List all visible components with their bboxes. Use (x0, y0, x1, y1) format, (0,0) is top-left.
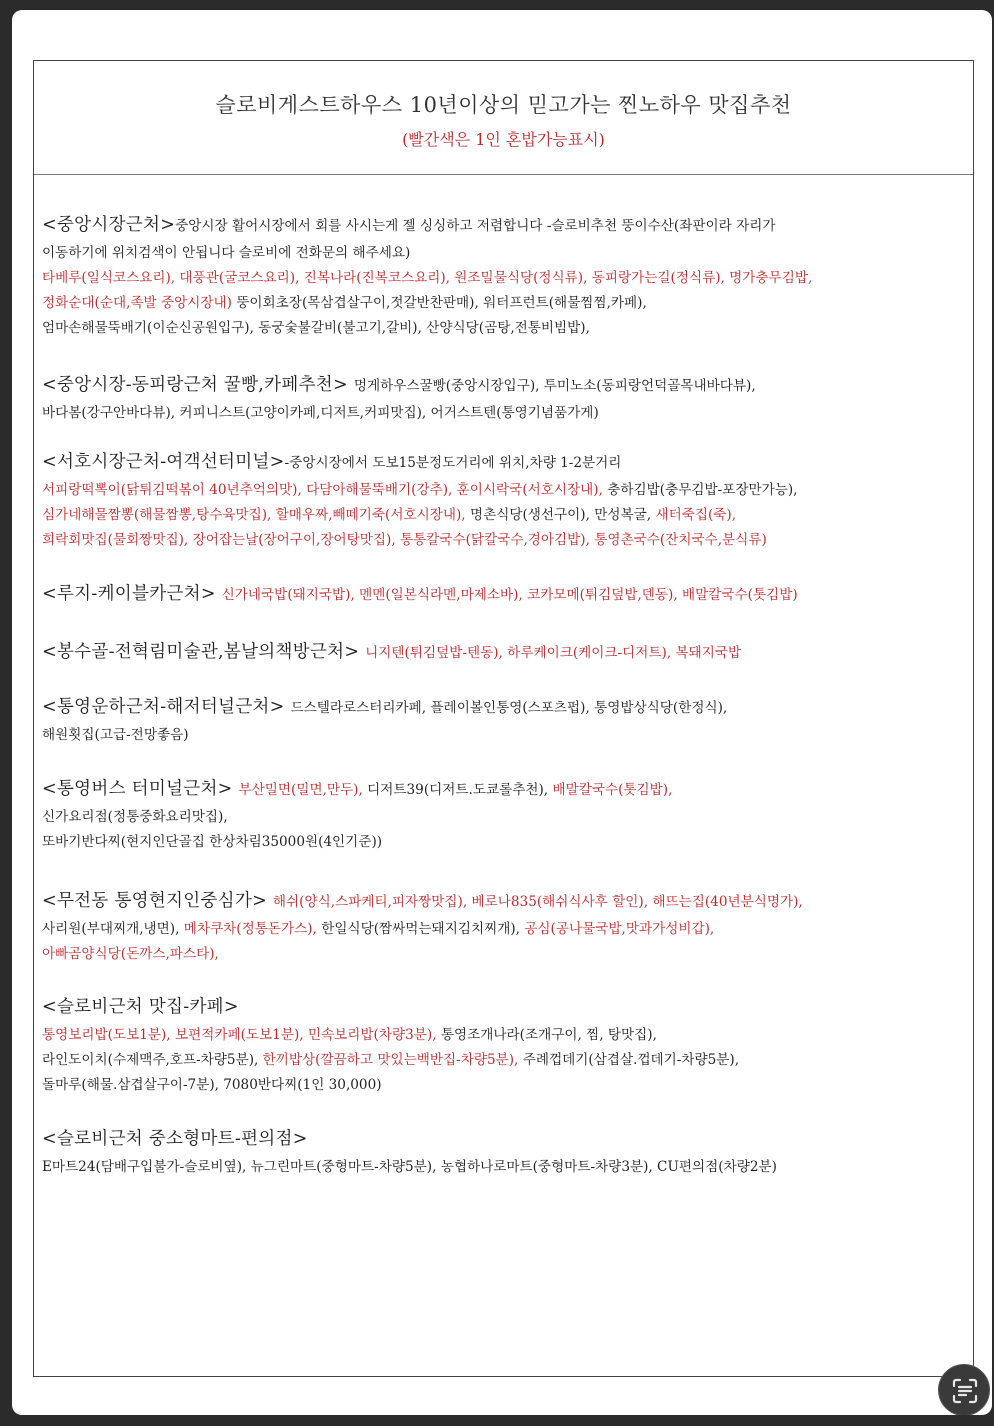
section-heading: <무전동 통영현지인중심가> (42, 891, 273, 911)
text-entry: 충하김밥(충무김밥-포장만가능), (607, 482, 798, 498)
text-entry: 돌마루(해물.삼겹살구이-7분), 7080반다찌(1인 30,000) (42, 1077, 382, 1093)
text-entry: 명촌식당(생선구이), 만성복굴, (469, 507, 656, 523)
solo-dining-entry: 배말칼국수(톳김밥), (552, 782, 673, 798)
solo-dining-entry: 심가네해물짬뽕(해물짬뽕,탕수육맛집), 할매우짜,빼떼기죽(서호시장내), (42, 507, 470, 523)
text-entry: 한일식당(짬싸먹는돼지김치찌개), (321, 921, 525, 937)
text-entry: 엄마손해물뚝배기(이순신공원입구), 동궁숯불갈비(불고기,갈비), 산양식당(곰탕,전통비빔밥), (42, 320, 590, 336)
solo-dining-entry: 부산밀면(밀면,만두), (238, 782, 368, 798)
text-scan-icon (951, 1377, 979, 1405)
section (42, 373, 962, 426)
section (42, 889, 962, 967)
section-heading: <서호시장근처-여객선터미널> (42, 452, 285, 472)
document-frame (33, 60, 974, 1377)
text-entry: 바다봄(강구안바다뷰), 커피니스트(고양이카페,디저트,커피맛집), 어거스트텐(통영기념품가게) (42, 405, 599, 421)
text-entry: 주례껍데기(삼겹살.껍데기-차량5분), (522, 1052, 740, 1068)
section (42, 695, 962, 748)
text-line (42, 1155, 962, 1180)
text-entry: 드스텔라로스터리카페, 플레이볼인통영(스포츠펍), 통영밥상식당(한정식), (290, 700, 728, 716)
solo-dining-entry: 한끼밥상(깔끔하고 맛있는백반집-차량5분), (262, 1052, 523, 1068)
text-line (42, 830, 962, 855)
text-line (42, 942, 962, 967)
text-line (42, 291, 962, 316)
section-heading: <중앙시장-동피랑근처 꿀빵,카페추천> (42, 375, 354, 395)
text-line (42, 695, 962, 721)
text-entry: 디저트39(디저트.도쿄롤추천), (367, 782, 553, 798)
document-page (12, 10, 992, 1415)
text-line (42, 582, 962, 608)
text-entry: -중앙시장에서 도보15분정도거리에 위치,차량 1-2분거리 (284, 455, 622, 471)
text-entry: 라인도이치(수제맥주,호프-차량5분), (42, 1052, 263, 1068)
section-heading: <슬로비근처 맛집-카페> (42, 997, 239, 1017)
text-entry: 멍게하우스꿀빵(중앙시장입구), 투미노소(동피랑언덕골목내바다뷰), (353, 378, 756, 394)
section-heading: <통영운하근처-해저터널근처> (42, 697, 291, 717)
solo-dining-entry: 니지텐(튀김덮밥-텐동), 하루케이크(케이크-디저트), 복돼지국밥 (365, 645, 742, 661)
text-entry: 뚱이회초장(목삼겹살구이,젓갈반찬판매), 워터프런트(해물찜찜,카페), (236, 295, 647, 311)
text-line (42, 450, 962, 476)
section (42, 582, 962, 610)
text-line (42, 503, 962, 528)
text-line (42, 316, 962, 341)
section (42, 995, 962, 1098)
solo-dining-entry: 아빠곰양식당(돈까스,파스타), (42, 946, 219, 962)
solo-dining-entry: 희락회맛집(물회짱맛집), 장어잡는날(장어구이,장어탕맛집), 통통칼국수(닭칼국수,경아김밥), 통영촌국수(잔치국수,분식류) (42, 532, 767, 548)
document-subtitle: (빨간색은 1인 혼밥가능표시) (402, 130, 605, 149)
text-line (42, 1048, 962, 1073)
text-line (42, 805, 962, 830)
text-entry: 통영조개나라(조개구이, 찜, 탕맛집), (440, 1027, 657, 1043)
section-heading: <슬로비근처 중소형마트-편의점> (42, 1129, 308, 1149)
text-entry: 이동하기에 위치검색이 안됩니다 슬로비에 전화문의 해주세요) (42, 245, 411, 261)
section-heading: <통영버스 터미널근처> (42, 779, 239, 799)
document-title: 슬로비게스트하우스 10년이상의 믿고가는 찐노하우 맛집추천 (215, 93, 792, 117)
text-line (42, 995, 962, 1021)
section (42, 450, 962, 553)
text-entry: 또바기반다찌(현지인단골집 한상차림35000원(4인기준)) (42, 834, 383, 850)
section-heading: <루지-케이블카근처> (42, 584, 222, 604)
section (42, 777, 962, 855)
text-line (42, 528, 962, 553)
text-line (42, 213, 962, 239)
solo-dining-entry: 메차쿠차(정통돈가스), (183, 921, 322, 937)
text-line (42, 478, 962, 503)
text-entry: 신가요리점(정통중화요리맛집), (42, 809, 228, 825)
text-scan-button[interactable] (938, 1364, 990, 1415)
solo-dining-entry: 서피랑떡뽁이(닭튀김떡볶이 40년추억의맛), 다담아해물뚝배기(강추), 훈이시락국(서호시장내), (42, 482, 608, 498)
text-entry: E마트24(담배구입불가-슬로비옆), 뉴그린마트(중형마트-차량5분), 농협하나로마트(중형마트-차량3분), CU편의점(차량2분) (42, 1159, 777, 1175)
text-line (42, 373, 962, 399)
text-line (42, 777, 962, 803)
section-heading: <봉수골-전혁림미술관,봄날의책방근처> (42, 642, 366, 662)
section (42, 1127, 962, 1180)
text-line (42, 1023, 962, 1048)
solo-dining-entry: 해쉬(양식,스파케티,피자짱맛집), 베로나835(해쉬식사후 할인), 해뜨는집(40년분식명가), (272, 894, 803, 910)
text-line (42, 640, 962, 666)
solo-dining-entry: 통영보리밥(도보1분), 보편적카페(도보1분), 민속보리밥(차량3분), (42, 1027, 441, 1043)
text-line (42, 401, 962, 426)
text-line (42, 723, 962, 748)
section (42, 640, 962, 668)
section (42, 213, 962, 341)
text-line (42, 1127, 962, 1153)
text-line (42, 889, 962, 915)
solo-dining-entry: 새터죽집(죽), (655, 507, 737, 523)
text-entry: 중앙시장 활어시장에서 회를 사시는게 젤 싱싱하고 저렴합니다 -슬로비추천 뚱이수산(좌판이라 자리가 (175, 218, 776, 234)
section-heading: <중앙시장근처> (42, 215, 176, 235)
text-entry: 사리원(부대찌개,냉면), (42, 921, 184, 937)
text-line (42, 917, 962, 942)
text-line (42, 1073, 962, 1098)
solo-dining-entry: 정화순대(순대,족발 중앙시장내) (42, 295, 237, 311)
text-entry: 해원횟집(고급-전망좋음) (42, 727, 189, 743)
text-line (42, 266, 962, 291)
document-header (34, 61, 973, 175)
solo-dining-entry: 신가네국밥(돼지국밥), 멘멘(일본식라멘,마제소바), 코카모메(튀김덮밥,덴동), 배말칼국수(톳김밥) (221, 587, 798, 603)
solo-dining-entry: 공심(공나물국밥,맛과가성비갑), (524, 921, 715, 937)
solo-dining-entry: 타베루(일식코스요리), 대풍관(굴코스요리), 진복나라(진복코스요리), 원조밀물식당(정식류), 동피랑가는길(정식류), 명가충무김밥, (42, 270, 813, 286)
text-line (42, 241, 962, 266)
